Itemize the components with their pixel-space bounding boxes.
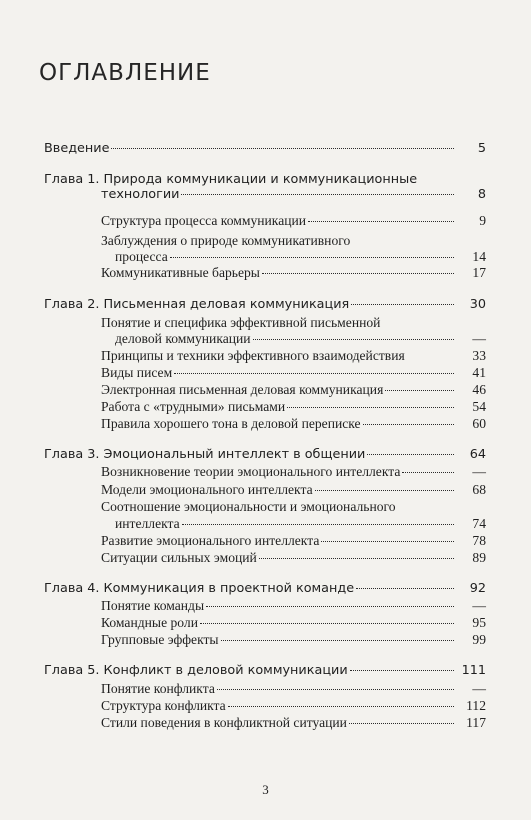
toc-entry-page: 68 (472, 482, 486, 497)
toc-entry-label: Соотношение эмоциональности и эмоционального (101, 499, 396, 514)
toc-entry-page: 14 (472, 249, 486, 264)
toc-entry-page: 33 (472, 348, 486, 363)
toc-section-entry (101, 381, 486, 398)
toc-entry-label: Электронная письменная деловая коммуникация (101, 382, 384, 397)
toc-chapter-entry (101, 186, 486, 203)
toc-entry-label: процесса (115, 249, 168, 264)
toc-section-entry (101, 264, 486, 281)
toc-entry-label: деловой коммуникации (115, 331, 251, 346)
toc-entry-label: Глава 4. Коммуникация в проектной команде (44, 581, 355, 596)
toc-leader-dots (170, 257, 454, 258)
toc-entry-label: Глава 2. Письменная деловая коммуникация (44, 297, 350, 312)
toc-leader-dots (351, 304, 454, 305)
toc-entry-label: Групповые эффекты (101, 632, 219, 647)
toc-leader-dots (228, 706, 454, 707)
toc-chapter-entry (44, 662, 486, 679)
toc-entry-label: Правила хорошего тона в деловой переписке (101, 416, 361, 431)
toc-entry-page: 89 (472, 550, 486, 565)
toc-entry-label: Виды писем (101, 365, 173, 380)
toc-entry-page: 99 (472, 632, 486, 647)
toc-entry-page: 74 (472, 516, 486, 531)
toc-leader-dots (363, 424, 454, 425)
toc-entry-page: — (472, 331, 486, 346)
toc-entry-label: Глава 3. Эмоциональный интеллект в общении (44, 447, 366, 462)
toc-entry-label: Модели эмоционального интеллекта (101, 482, 313, 497)
toc-entry-label: Понятие конфликта (101, 681, 215, 696)
toc-section-entry (115, 515, 486, 532)
toc-entry-page: 54 (472, 399, 486, 414)
toc-entry-page: 9 (479, 213, 486, 228)
toc-leader-dots (262, 273, 454, 274)
toc-entry-page: 112 (466, 698, 486, 713)
toc-entry-label: Командные роли (101, 615, 198, 630)
toc-leader-dots (308, 221, 454, 222)
toc-entry-label: интеллекта (115, 516, 180, 531)
toc-section-entry (101, 212, 486, 229)
toc-entry-label: Развитие эмоционального интеллекта (101, 533, 320, 548)
toc-entry-page: 60 (472, 416, 486, 431)
toc-entry-label: Структура конфликта (101, 698, 226, 713)
page-number: 3 (262, 782, 269, 797)
toc-entry-label: Возникновение теории эмоционального интеллекта (101, 464, 401, 479)
toc-entry-label: Введение (44, 141, 110, 156)
toc-entry-page: — (472, 598, 486, 613)
toc-section-entry (101, 614, 486, 631)
toc-section-entry (101, 481, 486, 498)
toc-chapter-entry (44, 446, 486, 463)
toc-entry-page: 92 (469, 581, 486, 596)
toc-section-entry (101, 347, 486, 364)
toc-leader-dots (111, 148, 454, 149)
toc-section-entry (101, 398, 486, 415)
toc-section-entry (101, 463, 486, 480)
toc-section-entry (101, 597, 486, 614)
toc-leader-dots (174, 373, 454, 374)
toc-entry-page: 64 (469, 447, 486, 462)
toc-entry-label: Структура процесса коммуникации (101, 213, 307, 228)
toc-section-entry (101, 631, 486, 648)
toc-section-entry (101, 498, 486, 515)
toc-entry-page: 8 (477, 187, 486, 202)
toc-section-entry (101, 549, 486, 566)
toc-entry-page: 111 (461, 663, 486, 678)
toc-leader-dots (200, 623, 454, 624)
toc-entry-page: 41 (472, 365, 486, 380)
toc-entry-label: Коммуникативные барьеры (101, 265, 260, 280)
toc-leader-dots (253, 339, 454, 340)
toc-leader-dots (206, 606, 454, 607)
toc-entry-page: 78 (472, 533, 486, 548)
toc-entry-label: Ситуации сильных эмоций (101, 550, 257, 565)
toc-section-entry (101, 714, 486, 731)
toc-leader-dots (349, 723, 454, 724)
toc-leader-dots (221, 640, 454, 641)
toc-section-entry (101, 532, 486, 549)
toc-section-entry (101, 697, 486, 714)
toc-leader-dots (287, 407, 454, 408)
toc-entry-label: Принципы и техники эффективного взаимодействия (101, 348, 405, 363)
toc-chapter-entry (44, 580, 486, 597)
toc-entry-label: Понятие команды (101, 598, 205, 613)
toc-leader-dots (402, 472, 454, 473)
toc-section-entry (101, 364, 486, 381)
toc-leader-dots (182, 524, 454, 525)
toc-section-entry (101, 415, 486, 432)
toc-entry-page: 5 (477, 141, 486, 156)
toc-entry-page: 30 (469, 297, 486, 312)
toc-leader-dots (315, 490, 454, 491)
toc-leader-dots (181, 194, 454, 195)
toc-section-entry (115, 330, 486, 347)
toc-leader-dots (350, 670, 454, 671)
toc-entry-page: 17 (472, 265, 486, 280)
toc-entry-label: Глава 1. Природа коммуникации и коммуникационные (44, 172, 418, 187)
toc-entry-label: Глава 5. Конфликт в деловой коммуникации (44, 663, 348, 678)
toc-leader-dots (356, 588, 454, 589)
toc-leader-dots (259, 558, 454, 559)
toc-section-entry (115, 248, 486, 265)
page-title: ОГЛАВЛЕНИЕ (39, 60, 211, 86)
toc-leader-dots (385, 390, 454, 391)
toc-section-entry (101, 680, 486, 697)
toc-entry-label: Понятие и специфика эффективной письменной (101, 315, 381, 330)
toc-section-entry (101, 314, 486, 331)
toc-chapter-entry (44, 140, 486, 157)
toc-entry-page: — (472, 464, 486, 479)
toc-entry-page: — (472, 681, 486, 696)
toc-leader-dots (321, 541, 454, 542)
toc-entry-label: Стили поведения в конфликтной ситуации (101, 715, 347, 730)
toc-leader-dots (367, 454, 454, 455)
toc-entry-label: Заблуждения о природе коммуникативного (101, 233, 351, 248)
toc-entry-label: Работа с «трудными» письмами (101, 399, 286, 414)
toc-entry-label: технологии (101, 187, 180, 202)
toc-chapter-entry (44, 296, 486, 313)
toc-leader-dots (217, 689, 454, 690)
toc-entry-page: 46 (472, 382, 486, 397)
toc-section-entry (101, 232, 486, 249)
toc-entry-page: 95 (472, 615, 486, 630)
toc-entry-page: 117 (466, 715, 486, 730)
